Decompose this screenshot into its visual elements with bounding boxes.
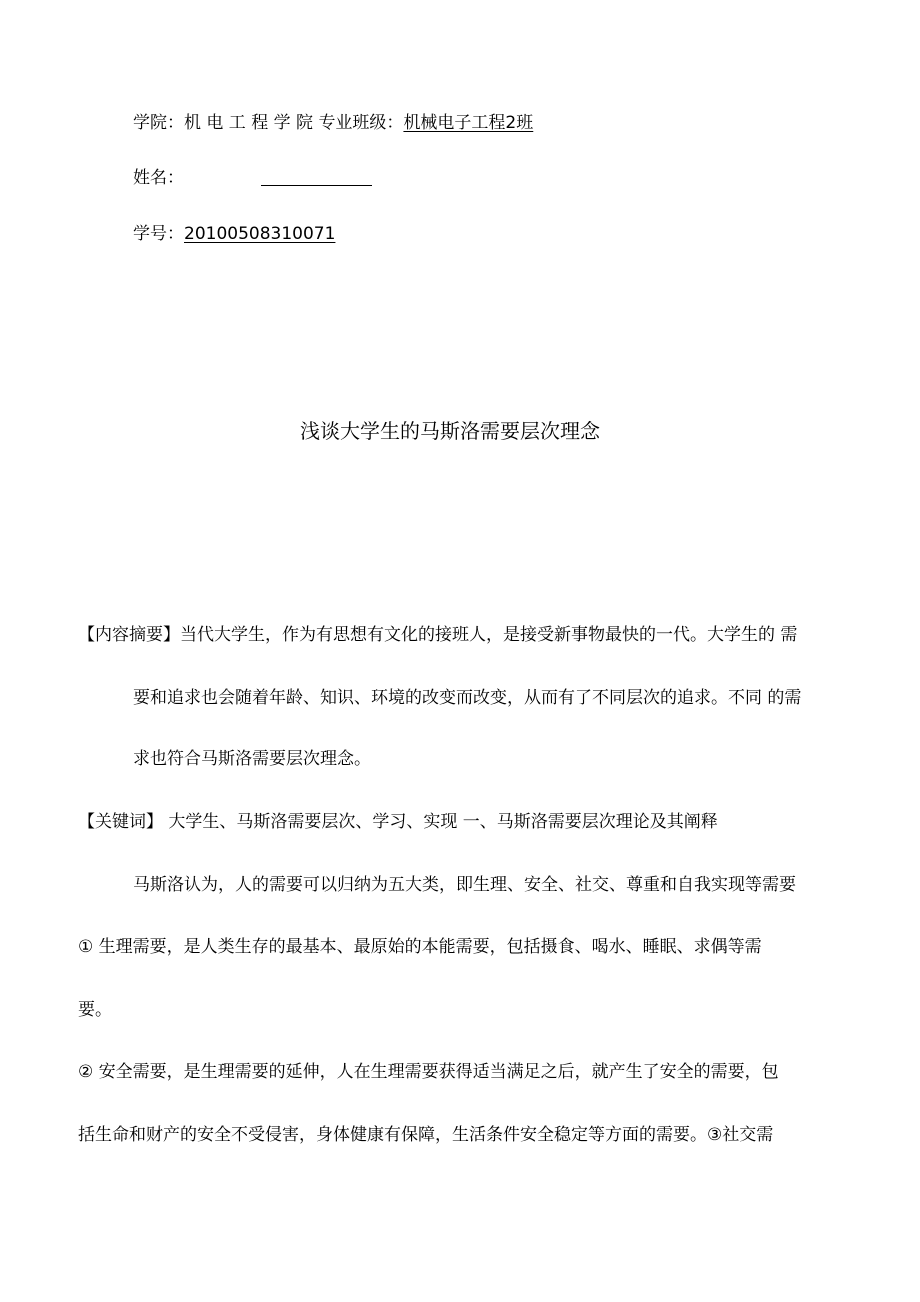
student-id-label: 学号： [133,224,184,244]
college-label: 学院： [133,113,184,133]
abstract-line-1 [78,627,797,644]
abstract-label: 【内容摘要】 [78,625,180,645]
keywords-text: 大学生、马斯洛需要层次、学习、实现 一、马斯洛需要层次理论及其阐释 [168,812,718,832]
class-value: 机械电子工程2班 [403,113,534,133]
abstract-text-1: 当代大学生，作为有思想有文化的接班人，是接受新事物最快的一代。大学生的 需 [180,625,798,645]
student-id-line [133,226,335,243]
student-id-value: 20100508310071 [184,224,336,244]
keywords-label: 【关键词】 [78,812,163,832]
item2-line-2: 括生命和财产的安全不受侵害，身体健康有保障，生活条件安全稳定等方面的需要。③社交需 [78,1125,774,1145]
college-line [133,115,533,132]
item2-line-1: ② 安全需要，是生理需要的延伸，人在生理需要获得适当满足之后，就产生了安全的需要，包 [78,1062,779,1082]
page-title: 浅谈大学生的马斯洛需要层次理念 [300,419,600,443]
body-intro: 马斯洛认为，人的需要可以归纳为五大类，即生理、安全、社交、尊重和自我实现等需要 [133,875,796,895]
item1-line-2: 要。 [78,1000,112,1020]
class-label: 专业班级： [318,113,404,133]
abstract-line-3: 求也符合马斯洛需要层次理念。 [133,749,371,769]
name-label: 姓名： [133,168,184,188]
college-value: 机 电 工 程 学 院 [184,113,314,133]
name-blank-line [261,185,372,186]
abstract-line-2: 要和追求也会随着年龄、知识、环境的改变而改变，从而有了不同层次的追求。不同 的需 [133,688,802,708]
keywords-line [78,814,718,831]
item1-line-1: ① 生理需要，是人类生存的最基本、最原始的本能需要，包括摄食、喝水、睡眠、求偶等需 [78,937,762,957]
